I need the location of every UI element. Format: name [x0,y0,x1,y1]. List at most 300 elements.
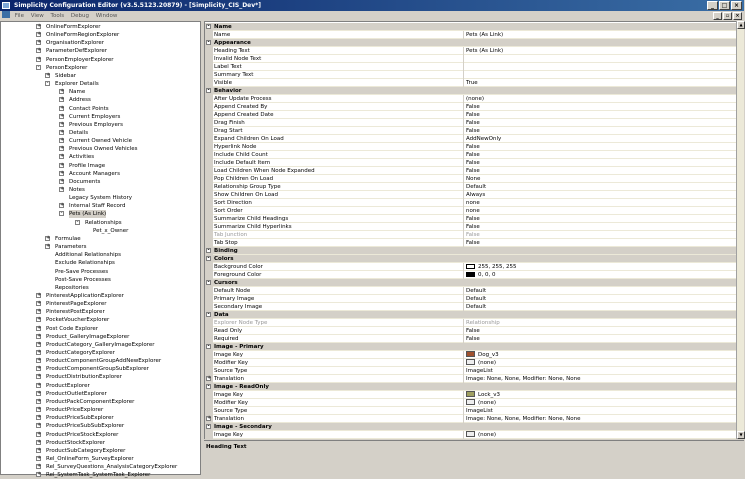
expand-icon[interactable]: + [60,145,65,152]
expand-icon[interactable]: + [37,438,42,445]
property-value[interactable] [464,119,741,127]
tree-node[interactable] [1,365,201,373]
row-margin [205,31,213,39]
property-row[interactable] [205,207,741,215]
tree-node[interactable] [1,105,201,113]
tree-node-label[interactable]: Rel_OnlineForm_SurveyExplorer [46,455,134,462]
tree-node[interactable] [1,333,201,341]
expand-icon[interactable]: + [37,463,42,470]
tree-node[interactable] [1,145,201,153]
scroll-down-icon[interactable]: ▼ [737,431,745,439]
property-row[interactable] [205,183,741,191]
tree-node-label[interactable]: Rel_SystemTask_SystemTask_Explorer [46,472,151,479]
property-row[interactable] [205,199,741,207]
collapse-icon[interactable]: - [207,247,210,253]
tree-node[interactable] [1,153,201,161]
close-button[interactable]: × [731,1,742,10]
expand-icon[interactable]: + [60,112,65,119]
tree-node-label[interactable]: Legacy System History [69,195,133,202]
tree-node[interactable] [1,31,201,39]
property-row[interactable] [205,215,741,223]
property-row[interactable] [205,239,741,247]
property-row[interactable] [205,431,741,439]
row-margin [205,359,213,367]
property-row[interactable] [205,407,741,415]
tree-node-label[interactable]: ProductDistributionExplorer [46,374,122,381]
property-row[interactable] [205,223,741,231]
tree-node[interactable] [1,162,201,170]
property-row[interactable] [205,287,741,295]
tree-node-label[interactable]: Profile Image [69,162,106,169]
tree-node-label[interactable]: ProductPriceSubSubExplorer [46,423,125,430]
property-row[interactable] [205,103,741,111]
tree-node-label[interactable]: Pre-Save Processes [55,268,109,275]
tree-node[interactable] [1,341,201,349]
property-value[interactable] [464,391,741,399]
tree-node[interactable] [1,308,201,316]
property-row[interactable] [205,367,741,375]
property-category [205,255,741,263]
property-row[interactable] [205,63,741,71]
expand-icon[interactable]: + [37,397,42,404]
property-value[interactable] [464,327,741,335]
expand-icon[interactable]: + [46,243,51,250]
tree-node[interactable] [1,23,201,31]
tree-node-label[interactable]: Current Owned Vehicle [69,138,133,145]
expand-icon[interactable]: + [60,177,65,184]
property-value[interactable] [464,319,741,327]
tree-node[interactable] [1,455,201,463]
expand-icon[interactable]: + [46,71,51,78]
expand-icon[interactable]: + [37,316,42,323]
tree-node[interactable] [1,129,201,137]
property-row[interactable] [205,391,741,399]
property-row[interactable] [205,303,741,311]
property-name: Invalid Node Text [214,55,464,63]
tree-node[interactable] [1,113,201,121]
tree-node-label[interactable]: OrganisationExplorer [46,40,105,47]
row-margin [205,375,213,383]
property-row[interactable] [205,55,741,63]
expand-icon[interactable]: + [60,202,65,209]
expand-icon[interactable]: + [37,332,42,339]
tree-node-label[interactable]: ProductExplorer [46,382,90,389]
expand-icon[interactable]: + [60,169,65,176]
tree-node-label[interactable]: ProductPriceStockExplorer [46,431,119,438]
property-value[interactable] [464,151,741,159]
row-margin [205,143,213,151]
menu-debug[interactable]: Debug [70,13,89,19]
expand-icon[interactable]: + [60,186,65,192]
property-value[interactable] [464,271,741,279]
collapse-icon[interactable]: - [207,87,210,93]
tree-node-label[interactable]: Parameters [55,244,87,251]
tree-node-label[interactable]: PocketVoucherExplorer [46,317,110,324]
tree-node[interactable] [1,268,201,276]
property-value[interactable] [464,303,741,311]
tree-node-label[interactable]: Documents [69,178,101,185]
property-value[interactable] [464,167,741,175]
tree-node-label[interactable]: Exclude Relationships [55,260,115,267]
expand-icon[interactable]: + [60,128,65,135]
tree-node-label[interactable]: Notes [69,187,85,193]
property-row[interactable] [205,111,741,119]
tree-node[interactable] [1,357,201,365]
property-value[interactable] [464,335,741,343]
minimize-button[interactable]: _ [707,1,718,10]
property-value[interactable] [464,367,741,375]
tree-node-label[interactable]: Contact Points [69,105,109,112]
tree-node-label[interactable]: Explorer Details [55,81,99,88]
property-row[interactable] [205,143,741,151]
collapse-icon[interactable]: - [207,383,210,389]
scroll-up-icon[interactable]: ▲ [737,21,745,29]
tree-node[interactable] [1,194,201,202]
description-panel [204,440,744,475]
expand-icon[interactable]: + [60,88,65,95]
collapse-icon[interactable]: - [207,39,210,45]
property-row[interactable] [205,263,741,271]
tree-node-label[interactable]: ProductPriceExplorer [46,407,104,414]
category-label: Image - Secondary [214,424,272,430]
property-value-text: False [466,152,480,158]
expand-icon[interactable]: + [37,324,42,331]
expand-icon[interactable]: + [37,47,42,54]
expand-icon[interactable]: + [60,96,65,103]
tree-node[interactable] [1,96,201,104]
tree-node-label[interactable]: Product_GalleryImageExplorer [46,333,130,340]
property-row[interactable] [205,79,741,87]
property-value[interactable] [464,207,741,215]
expand-icon[interactable]: + [37,389,42,396]
expand-icon[interactable]: + [37,349,42,355]
menu-tools[interactable]: Tools [50,13,65,19]
tree-node-label[interactable]: Activities [69,154,95,161]
property-value-text: False [466,240,480,246]
tree-node-label[interactable]: Pet_x_Owner [93,227,129,234]
tree-node-label[interactable]: ProductCategory_GalleryImageExplorer [46,341,155,348]
property-value[interactable] [464,351,741,359]
mdi-restore-button[interactable]: ▫ [723,12,732,20]
collapse-icon[interactable]: - [76,218,79,225]
tree-node-label[interactable]: ParameterDefExplorer [46,48,108,55]
tree-node-label[interactable]: Details [69,129,89,136]
tree-node-label[interactable]: Sidebar [55,72,77,79]
property-value[interactable] [464,111,741,119]
collapse-icon[interactable]: - [207,279,210,285]
property-row[interactable] [205,71,741,79]
expand-icon[interactable]: + [37,291,42,298]
row-margin [205,383,213,391]
collapse-icon[interactable]: - [46,80,49,87]
tree-node[interactable] [1,47,201,55]
property-value[interactable] [464,263,741,271]
property-row[interactable] [205,327,741,335]
property-row[interactable] [205,319,741,327]
tree-node-label[interactable]: Address [69,97,91,104]
tree-node-label[interactable]: ProductPriceSubExplorer [46,415,114,422]
property-name: Modifier Key [214,399,464,407]
tree-node[interactable] [1,447,201,455]
tree-node-label[interactable]: PinterestPageExplorer [46,301,107,308]
property-value[interactable] [464,47,741,55]
tree-node-label[interactable]: PersonExplorer [46,64,88,71]
tree-node[interactable] [1,39,201,47]
property-row[interactable] [205,175,741,183]
tree-node[interactable] [1,276,201,284]
expand-icon[interactable]: + [37,39,42,46]
tree-node-label[interactable]: ProductCategoryExplorer [46,350,115,356]
row-margin [205,167,213,175]
expand-icon[interactable]: + [60,153,65,160]
tree-node[interactable] [1,80,201,88]
tree-node-label[interactable]: Post-Save Processes [55,276,111,283]
tree-node[interactable] [1,121,201,129]
expand-icon[interactable]: + [37,471,42,478]
expand-icon[interactable]: + [37,23,42,29]
tree-node[interactable] [1,243,201,251]
expand-icon[interactable]: + [37,430,42,437]
property-value[interactable] [464,407,741,415]
expand-icon[interactable]: + [37,308,42,315]
menu-view[interactable]: View [30,13,44,19]
tree-node[interactable] [1,439,201,447]
property-row[interactable] [205,151,741,159]
expand-icon[interactable]: + [207,375,212,381]
property-value[interactable] [464,127,741,135]
vertical-scrollbar[interactable] [736,21,744,439]
collapse-icon[interactable]: - [207,343,210,349]
tree-node[interactable] [1,316,201,324]
collapse-icon[interactable]: - [207,311,210,317]
property-value-text: (none) [478,360,497,366]
property-row[interactable] [205,167,741,175]
property-value-text: Default [466,288,487,294]
property-value[interactable] [464,287,741,295]
property-value[interactable] [464,135,741,143]
tree-node-label[interactable]: ProductOutletExplorer [46,390,107,397]
document-icon[interactable] [2,11,10,18]
property-row[interactable] [205,399,741,407]
collapse-icon[interactable]: - [207,23,210,29]
property-name: Heading Text [214,47,464,55]
tree-node-label[interactable]: Name [69,89,86,96]
property-value[interactable] [464,215,741,223]
expand-icon[interactable]: + [37,414,42,421]
tree-node-label[interactable]: OnlineFormRegionExplorer [46,32,120,39]
tree-node[interactable] [1,300,201,308]
tree-node[interactable] [1,137,201,145]
expand-icon[interactable]: + [37,454,42,461]
tree-node-label[interactable]: ProductComponentGroupSubExplorer [46,366,149,373]
expand-icon[interactable]: + [37,357,42,364]
property-row[interactable] [205,231,741,239]
property-value[interactable] [464,191,741,199]
property-row[interactable] [205,135,741,143]
tree-node-label[interactable]: Previous Employers [69,121,123,128]
property-value[interactable] [464,295,741,303]
expand-icon[interactable]: + [60,137,65,144]
tree-node-label[interactable]: Relationships [85,219,122,226]
tree-node[interactable] [1,325,201,333]
tree-node[interactable] [1,414,201,422]
tree-node[interactable] [1,406,201,414]
property-value[interactable] [464,103,741,111]
property-value[interactable] [464,199,741,207]
tree-node-label[interactable]: ProductComponentGroupAddNewExplorer [46,358,162,365]
property-row[interactable] [205,359,741,367]
row-margin [205,95,213,103]
property-value[interactable] [464,239,741,247]
expand-icon[interactable]: + [37,446,42,453]
explorer-tree[interactable] [0,21,201,479]
tree-node[interactable] [1,88,201,96]
property-value[interactable] [464,375,741,383]
property-row[interactable] [205,127,741,135]
tree-node[interactable] [1,382,201,390]
expand-icon[interactable]: + [37,365,42,372]
expand-icon[interactable]: + [37,381,42,388]
expand-icon[interactable]: + [207,415,212,421]
expand-icon[interactable]: + [37,406,42,413]
tree-node[interactable] [1,463,201,471]
property-name: Translation [214,415,464,423]
property-value[interactable] [464,79,741,87]
tree-node[interactable] [1,186,201,194]
tree-node[interactable] [1,170,201,178]
property-row[interactable] [205,31,741,39]
property-value[interactable] [464,175,741,183]
property-value[interactable] [464,231,741,239]
property-value[interactable] [464,223,741,231]
property-value-text: True [466,80,478,86]
tree-node-label[interactable]: Post Code Explorer [46,325,98,332]
property-value[interactable] [464,359,741,367]
property-value[interactable] [464,31,741,39]
property-value[interactable] [464,159,741,167]
tree-node[interactable] [1,227,201,235]
tree-node[interactable] [1,422,201,430]
tree-node-label[interactable]: Formulae [55,235,81,242]
tree-node-label[interactable]: Internal Staff Record [69,203,126,210]
row-margin [205,71,213,79]
property-row[interactable] [205,95,741,103]
property-name: Secondary Image [214,303,464,311]
property-row[interactable] [205,335,741,343]
expand-icon[interactable]: + [46,234,51,241]
tree-node[interactable] [1,72,201,80]
row-margin [205,431,213,439]
tree-node-label[interactable]: Repositories [55,284,89,291]
property-value[interactable] [464,95,741,103]
tree-node[interactable] [1,398,201,406]
property-value[interactable] [464,183,741,191]
property-row[interactable] [205,351,741,359]
tree-node-label[interactable]: ProductSubCategoryExplorer [46,447,126,454]
property-row[interactable] [205,159,741,167]
expand-icon[interactable]: + [60,120,65,127]
tree-node-label[interactable]: PinterestPostExplorer [46,309,105,316]
property-value[interactable] [464,415,741,423]
property-name: Translation [214,375,464,383]
expand-icon[interactable]: + [37,31,42,38]
tree-node[interactable] [1,292,201,300]
expand-icon[interactable]: + [37,422,42,429]
tree-node[interactable] [1,178,201,186]
tree-node[interactable] [1,251,201,259]
expand-icon[interactable]: + [60,104,65,111]
property-value[interactable] [464,143,741,151]
tree-node-label[interactable]: ProductPackComponentExplorer [46,398,135,405]
tree-node-label[interactable]: Rel_SurveyQuestions_AnalysisCategoryExplorer [46,464,178,471]
tree-node-label[interactable]: Account Managers [69,170,120,177]
expand-icon[interactable]: + [60,161,65,168]
collapse-icon[interactable]: - [207,423,210,429]
tree-node[interactable] [1,64,201,72]
tree-node-label[interactable]: Additional Relationships [55,252,121,259]
expand-icon[interactable]: + [37,300,42,307]
tree-node[interactable] [1,210,201,218]
property-row[interactable] [205,375,741,383]
tree-node[interactable] [1,202,201,210]
menu-window[interactable]: Window [95,13,118,19]
tree-node[interactable] [1,259,201,267]
tree-node[interactable] [1,471,201,479]
tree-node-label[interactable]: OnlineFormExplorer [46,24,101,30]
tree-node-label[interactable]: ProductStockExplorer [46,439,106,446]
tree-node[interactable] [1,349,201,357]
property-row[interactable] [205,295,741,303]
expand-icon[interactable]: + [37,55,42,62]
tree-node[interactable] [1,56,201,64]
property-row[interactable] [205,47,741,55]
property-value-text: False [466,328,480,334]
tree-node[interactable] [1,431,201,439]
tree-node[interactable] [1,390,201,398]
expand-icon[interactable]: + [37,373,42,380]
expand-icon[interactable]: + [37,340,42,347]
property-name: Source Type [214,367,464,375]
property-value[interactable] [464,399,741,407]
property-row[interactable] [205,271,741,279]
property-row[interactable] [205,415,741,423]
property-value[interactable] [464,431,741,439]
tree-node-label[interactable]: PinterestApplicationExplorer [46,292,124,299]
tree-node-label[interactable]: PersonEmployerExplorer [46,56,114,63]
collapse-icon[interactable]: - [207,255,210,261]
tree-node-label[interactable]: Pets (As Link) [69,211,107,218]
maximize-button[interactable]: □ [719,1,730,10]
collapse-icon[interactable]: - [60,210,63,217]
tree-node[interactable] [1,235,201,243]
mdi-close-button[interactable]: × [733,12,742,20]
tree-node[interactable] [1,284,201,292]
tree-node-label[interactable]: Previous Owned Vehicles [69,146,138,153]
tree-node[interactable] [1,219,201,227]
property-row[interactable] [205,119,741,127]
mdi-minimize-button[interactable]: _ [713,12,722,20]
tree-node[interactable] [1,373,201,381]
row-margin [205,135,213,143]
property-grid[interactable] [204,21,740,439]
tree-node-label[interactable]: Current Employers [69,113,121,120]
menu-file[interactable]: File [14,13,24,19]
collapse-icon[interactable]: - [37,63,40,70]
property-name: Visible [214,79,464,87]
row-margin [205,255,213,263]
row-margin [205,55,213,63]
property-row[interactable] [205,191,741,199]
